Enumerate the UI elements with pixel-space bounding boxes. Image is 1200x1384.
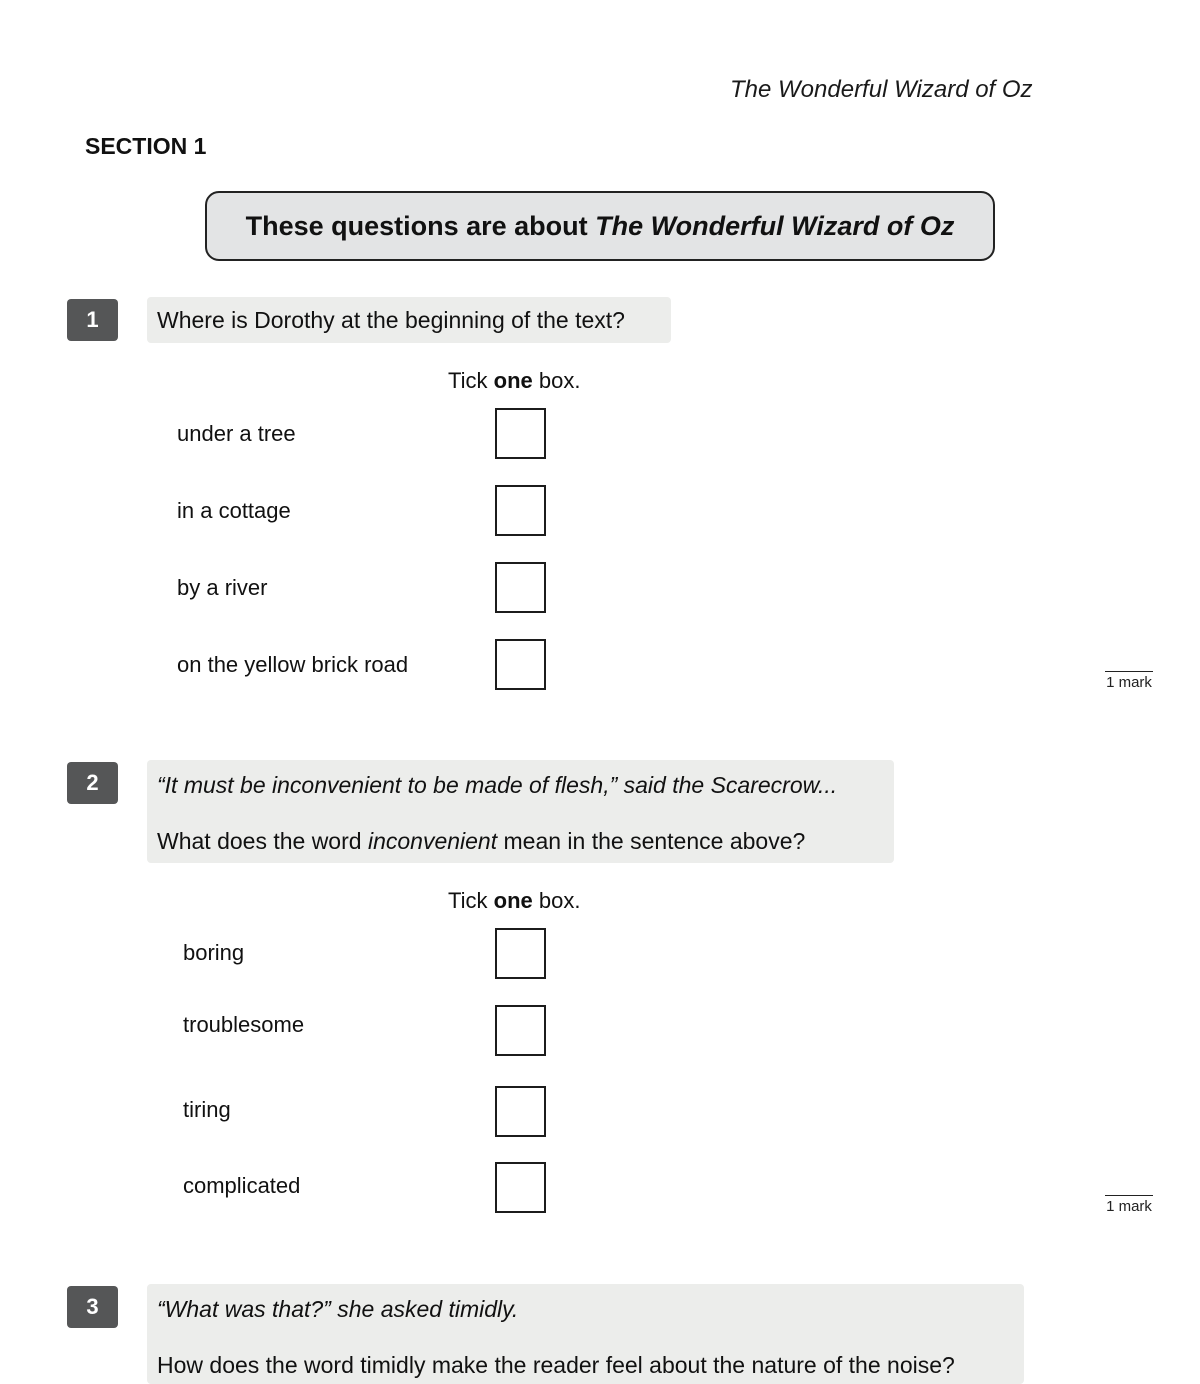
q2-option-checkbox[interactable] bbox=[495, 928, 546, 979]
q2-option-checkbox[interactable] bbox=[495, 1162, 546, 1213]
q1-option-label: in a cottage bbox=[177, 498, 291, 523]
question-3-quote: “What was that?” she asked timidly. bbox=[157, 1296, 519, 1322]
question-number-2: 2 bbox=[67, 762, 118, 804]
question-1-marks: 1 mark bbox=[1105, 671, 1153, 691]
question-1-prompt: Where is Dorothy at the beginning of the text? bbox=[157, 307, 625, 333]
q1-option-checkbox[interactable] bbox=[495, 485, 546, 536]
prompt-text: What does the word bbox=[157, 828, 368, 854]
q1-option-label: on the yellow brick road bbox=[177, 652, 409, 677]
q2-option-checkbox[interactable] bbox=[495, 1086, 546, 1137]
instruction-text: box. bbox=[532, 368, 581, 393]
question-number-3: 3 bbox=[67, 1286, 118, 1328]
q2-option-label: boring bbox=[183, 940, 245, 965]
question-3-prompt: How does the word timidly make the reader feel about the nature of the noise? bbox=[157, 1352, 955, 1378]
question-3-prompt-box bbox=[147, 1284, 1024, 1384]
question-1-instruction bbox=[448, 368, 580, 394]
section-heading: SECTION 1 bbox=[85, 133, 207, 159]
banner-prefix: These questions are about bbox=[245, 210, 596, 241]
q1-option-checkbox[interactable] bbox=[495, 639, 546, 690]
prompt-text: mean in the sentence above? bbox=[497, 828, 806, 854]
instruction-text: Tick bbox=[448, 368, 494, 393]
question-number-1: 1 bbox=[67, 299, 118, 341]
question-2-instruction bbox=[448, 888, 580, 914]
section-banner bbox=[205, 191, 995, 261]
q2-option-label: tiring bbox=[183, 1097, 231, 1122]
running-title: The Wonderful Wizard of Oz bbox=[730, 76, 1033, 103]
question-2-prompt bbox=[157, 828, 805, 855]
instruction-text: Tick bbox=[448, 888, 494, 913]
instruction-emphasis: one bbox=[493, 888, 533, 913]
instruction-text: box. bbox=[532, 888, 581, 913]
prompt-keyword: inconvenient bbox=[367, 828, 498, 854]
q1-option-label: under a tree bbox=[177, 421, 296, 446]
q2-option-label: troublesome bbox=[183, 1012, 305, 1037]
question-2-marks: 1 mark bbox=[1105, 1195, 1153, 1215]
question-2-quote: “It must be inconvenient to be made of flesh,” said the Scarecrow... bbox=[157, 772, 838, 798]
q1-option-checkbox[interactable] bbox=[495, 408, 546, 459]
question-1-prompt-box bbox=[147, 297, 671, 343]
q1-option-label: by a river bbox=[177, 575, 268, 600]
q1-option-checkbox[interactable] bbox=[495, 562, 546, 613]
instruction-emphasis: one bbox=[493, 368, 533, 393]
q2-option-checkbox[interactable] bbox=[495, 1005, 546, 1056]
question-2-prompt-box bbox=[147, 760, 894, 863]
banner-title: The Wonderful Wizard of Oz bbox=[595, 210, 955, 241]
q2-option-label: complicated bbox=[183, 1173, 301, 1198]
